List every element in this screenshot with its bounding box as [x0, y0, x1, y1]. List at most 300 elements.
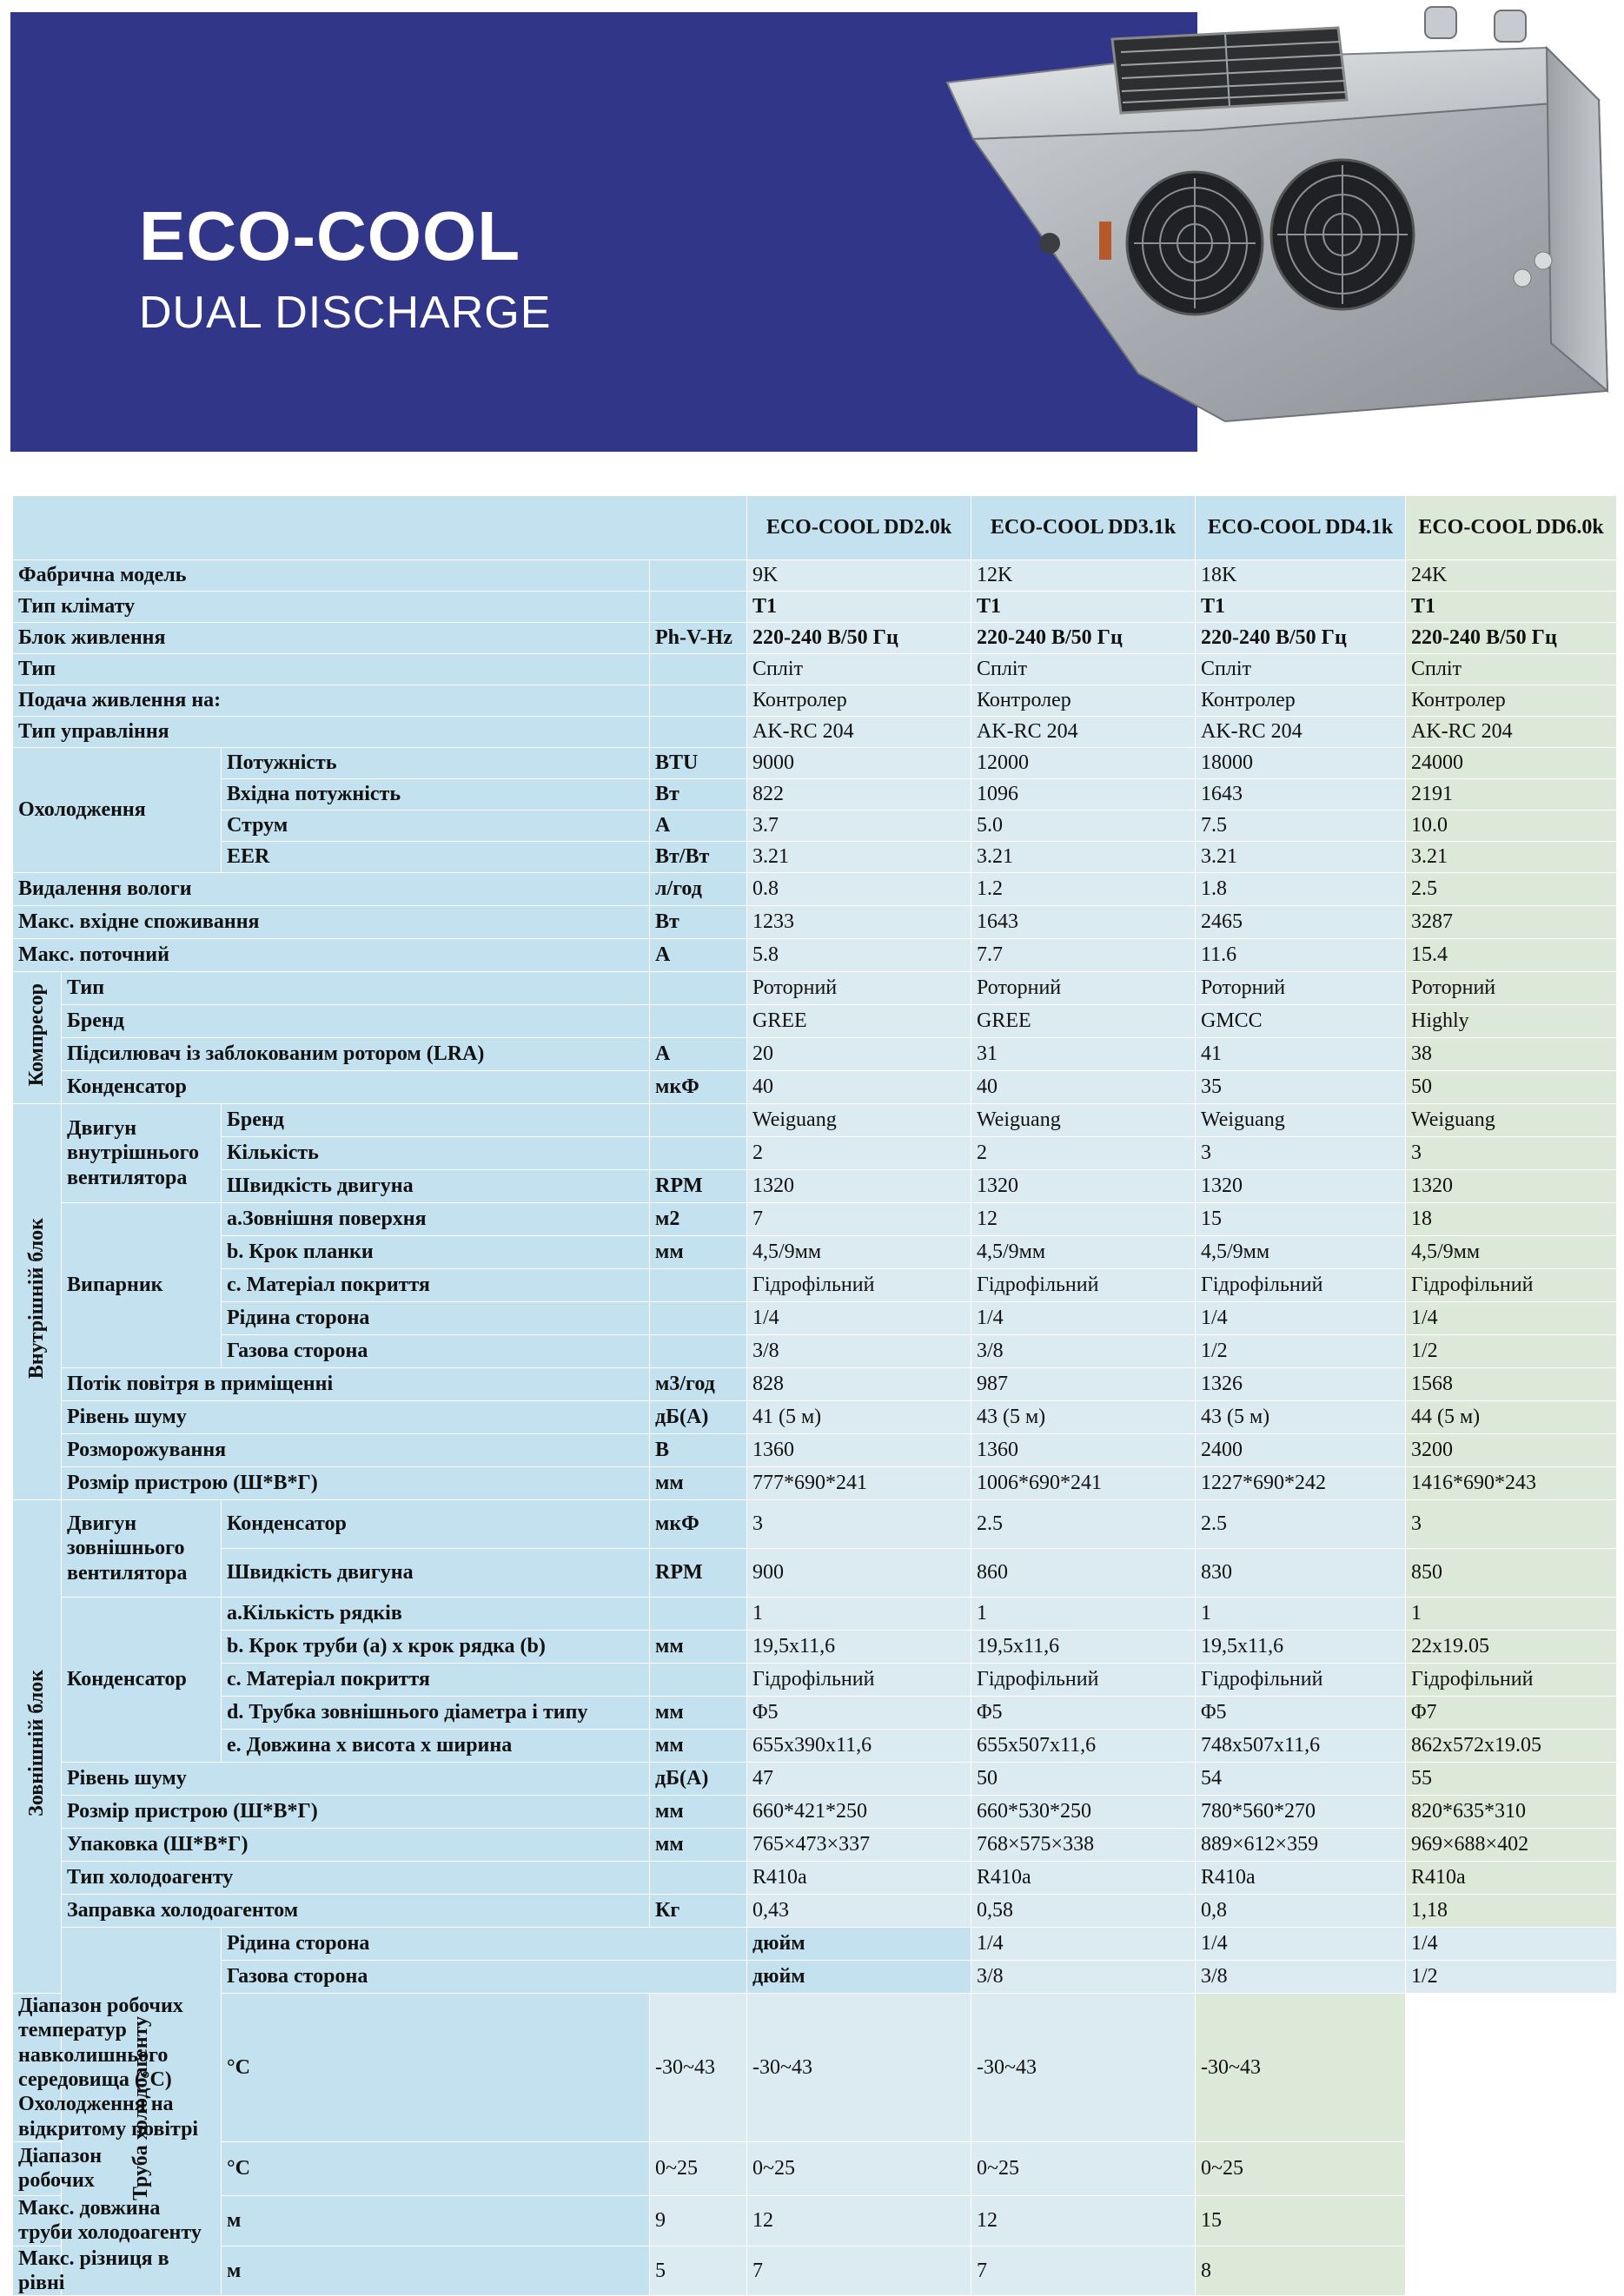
cell-value: R410a — [1406, 1862, 1617, 1895]
row-label: b. Крок труби (a) x крок рядка (b) — [222, 1631, 650, 1664]
table-row — [13, 1598, 1617, 1631]
cell-value: 3 — [747, 1500, 971, 1549]
cell-value: 2.5 — [1196, 1500, 1406, 1549]
row-unit: мм — [650, 1697, 747, 1730]
cell-value: Гідрофільний — [747, 1269, 971, 1302]
row-label: Струм — [222, 811, 650, 842]
row-unit: мм — [650, 1631, 747, 1664]
cell-value: 1320 — [1406, 1170, 1617, 1203]
cell-value: 12 — [971, 2195, 1196, 2246]
cell-value: R410a — [1196, 1862, 1406, 1895]
cell-value: Гідрофільний — [971, 1664, 1196, 1697]
row-unit — [650, 1598, 747, 1631]
row-label: Рідина сторона — [222, 1928, 747, 1961]
cell-value: AK-RC 204 — [971, 717, 1196, 748]
cell-value: 3/8 — [1196, 1961, 1406, 1994]
cell-value: 35 — [1196, 1071, 1406, 1104]
cell-value: 9 — [650, 2195, 747, 2246]
cell-value: 3 — [1406, 1500, 1617, 1549]
row-unit: мм — [650, 1236, 747, 1269]
cell-value: 4,5/9мм — [1196, 1236, 1406, 1269]
cell-value: Гідрофільний — [1406, 1269, 1617, 1302]
cell-value: 748x507x11,6 — [1196, 1730, 1406, 1763]
row-unit — [650, 560, 747, 592]
row-unit: °C — [222, 1994, 650, 2142]
row-label: Рівень шуму — [62, 1763, 650, 1796]
cell-value: -30~43 — [747, 1994, 971, 2142]
row-label: Потік повітря в приміщенні — [62, 1368, 650, 1401]
cell-value: Φ5 — [971, 1697, 1196, 1730]
row-unit: м2 — [650, 1203, 747, 1236]
cell-value: 1/2 — [1406, 1335, 1617, 1368]
cell-value: 1233 — [747, 906, 971, 939]
row-label: Розмір пристрою (Ш*В*Г) — [62, 1467, 650, 1500]
table-row — [13, 654, 1617, 685]
cell-value: 5.8 — [747, 939, 971, 972]
column-header: ECO-COOL DD3.1k — [971, 496, 1196, 560]
cell-value: 22x19.05 — [1406, 1631, 1617, 1664]
cell-value: Φ7 — [1406, 1697, 1617, 1730]
table-row — [13, 1796, 1617, 1829]
row-label: Швидкість двигуна — [222, 1549, 650, 1598]
cell-value: 1.8 — [1196, 873, 1406, 906]
cell-value: 3.21 — [1196, 842, 1406, 873]
row-unit: Вт — [650, 906, 747, 939]
cell-value: Спліт — [1196, 654, 1406, 685]
cell-value: 850 — [1406, 1549, 1617, 1598]
row-label: Потужність — [222, 748, 650, 779]
table-row — [13, 1763, 1617, 1796]
cell-value: 2.5 — [1406, 873, 1617, 906]
cell-value: 220-240 В/50 Гц — [971, 623, 1196, 654]
cell-value: 19,5x11,6 — [971, 1631, 1196, 1664]
header-spacer — [13, 496, 747, 560]
cell-value: Контролер — [971, 685, 1196, 717]
cell-value: 660*530*250 — [971, 1796, 1196, 1829]
row-unit: м3/год — [650, 1368, 747, 1401]
cell-value: 12000 — [971, 748, 1196, 779]
cell-value: 2 — [971, 1137, 1196, 1170]
cell-value: 3/8 — [747, 1335, 971, 1368]
cell-value: 9000 — [747, 748, 971, 779]
cell-value: 862x572x19.05 — [1406, 1730, 1617, 1763]
table-row — [13, 1137, 1617, 1170]
cell-value: 5 — [650, 2246, 747, 2296]
table-row — [13, 2141, 1617, 2195]
row-label: Упаковка (Ш*В*Г) — [62, 1829, 650, 1862]
table-row — [13, 873, 1617, 906]
cell-value: 0.8 — [747, 873, 971, 906]
cell-value: 1320 — [971, 1170, 1196, 1203]
row-label: Фабрична модель — [13, 560, 650, 592]
spec-table — [12, 495, 1617, 2296]
cooling-label: Охолодження — [13, 748, 222, 873]
table-row — [13, 1071, 1617, 1104]
table-row — [13, 1961, 1617, 1994]
row-label: Конденсатор — [62, 1071, 650, 1104]
row-label: a.Зовнішня поверхня — [222, 1203, 650, 1236]
cell-value: Роторний — [1196, 972, 1406, 1005]
cell-value: 8 — [1196, 2246, 1406, 2296]
cell-value: AK-RC 204 — [747, 717, 971, 748]
cell-value: 18K — [1196, 560, 1406, 592]
row-unit: Вт/Вт — [650, 842, 747, 873]
cell-value: 3 — [1406, 1137, 1617, 1170]
cell-value: 7 — [971, 2246, 1196, 2296]
cell-value: 15.4 — [1406, 939, 1617, 972]
cell-value: 1320 — [747, 1170, 971, 1203]
cell-value: 3287 — [1406, 906, 1617, 939]
cell-value: 1568 — [1406, 1368, 1617, 1401]
table-row — [13, 1664, 1617, 1697]
cell-value: -30~43 — [650, 1994, 747, 2142]
table-row — [13, 1467, 1617, 1500]
row-unit: A — [650, 939, 747, 972]
row-label: e. Довжина x висота x ширина — [222, 1730, 650, 1763]
cell-value: 15 — [1196, 2195, 1406, 2246]
row-unit: мм — [650, 1730, 747, 1763]
row-label: Бренд — [222, 1104, 650, 1137]
row-unit — [650, 592, 747, 623]
cell-value: 1096 — [971, 779, 1196, 811]
cell-value: 1/4 — [971, 1302, 1196, 1335]
cell-value: 55 — [1406, 1763, 1617, 1796]
table-row — [13, 1895, 1617, 1928]
cell-value: 655x390x11,6 — [747, 1730, 971, 1763]
row-label: Конденсатор — [222, 1500, 650, 1549]
table-row — [13, 972, 1617, 1005]
cell-value: 12K — [971, 560, 1196, 592]
cell-value: 4,5/9мм — [971, 1236, 1196, 1269]
row-unit — [650, 1862, 747, 1895]
row-label: Тип клімату — [13, 592, 650, 623]
row-label: Видалення вологи — [13, 873, 650, 906]
cell-value: 38 — [1406, 1038, 1617, 1071]
cell-value: 7 — [747, 1203, 971, 1236]
row-label: d. Трубка зовнішнього діаметра і типу — [222, 1697, 650, 1730]
cell-value: 11.6 — [1196, 939, 1406, 972]
row-label: Макс. довжина труби холодоагенту — [13, 2195, 222, 2246]
cell-value: 3 — [1196, 1137, 1406, 1170]
row-label: Макс. поточний — [13, 939, 650, 972]
table-row — [13, 1730, 1617, 1763]
row-unit — [650, 1335, 747, 1368]
cell-value: -30~43 — [971, 1994, 1196, 2142]
row-label: Тип — [13, 654, 650, 685]
row-label: Швидкість двигуна — [222, 1170, 650, 1203]
row-unit: дБ(А) — [650, 1763, 747, 1796]
cell-value: 220-240 В/50 Гц — [1406, 623, 1617, 654]
row-unit — [650, 1137, 747, 1170]
cell-value: 41 — [1196, 1038, 1406, 1071]
cell-value: 860 — [971, 1549, 1196, 1598]
row-unit: °C — [222, 2141, 650, 2195]
cell-value: 765×473×337 — [747, 1829, 971, 1862]
table-row — [13, 2195, 1617, 2246]
cell-value: Контролер — [747, 685, 971, 717]
indoor-fan-label: Двигун внутрішнього вентилятора — [62, 1104, 222, 1203]
group-label-compressor: Компресор — [13, 972, 62, 1104]
row-label: a.Кількість рядків — [222, 1598, 650, 1631]
row-unit: Кг — [650, 1895, 747, 1928]
row-unit: BTU — [650, 748, 747, 779]
cell-value: 1,18 — [1406, 1895, 1617, 1928]
cell-value: Гідрофільний — [1196, 1664, 1406, 1697]
cell-value: 1643 — [971, 906, 1196, 939]
row-unit — [650, 685, 747, 717]
cell-value: Спліт — [1406, 654, 1617, 685]
row-unit: RPM — [650, 1549, 747, 1598]
cell-value: R410a — [971, 1862, 1196, 1895]
cell-value: 43 (5 м) — [1196, 1401, 1406, 1434]
group-label-outdoor: Зовнішній блок — [13, 1500, 62, 1994]
row-label: Тип управління — [13, 717, 650, 748]
hero-title: ECO-COOL — [139, 197, 521, 275]
cell-value: R410a — [747, 1862, 971, 1895]
cell-value: 1/2 — [1196, 1335, 1406, 1368]
cell-value: 9K — [747, 560, 971, 592]
row-unit — [650, 1664, 747, 1697]
cell-value: 3/8 — [971, 1961, 1196, 1994]
cell-value: 54 — [1196, 1763, 1406, 1796]
cell-value: 660*421*250 — [747, 1796, 971, 1829]
cell-value: 15 — [1196, 1203, 1406, 1236]
row-unit: мм — [650, 1467, 747, 1500]
cell-value: 777*690*241 — [747, 1467, 971, 1500]
cell-value: 3.21 — [1406, 842, 1617, 873]
cell-value: 2191 — [1406, 779, 1617, 811]
row-unit — [650, 1269, 747, 1302]
cell-value: Φ5 — [747, 1697, 971, 1730]
cell-value: T1 — [971, 592, 1196, 623]
group-label-indoor: Внутрішній блок — [13, 1104, 62, 1500]
row-label: c. Матеріал покриття — [222, 1269, 650, 1302]
cell-value: 4,5/9мм — [1406, 1236, 1617, 1269]
table-row — [13, 1335, 1617, 1368]
row-unit: мм — [650, 1829, 747, 1862]
cell-value: 220-240 В/50 Гц — [1196, 623, 1406, 654]
cell-value: 18000 — [1196, 748, 1406, 779]
condenser-label: Конденсатор — [62, 1598, 222, 1763]
cell-value: 40 — [971, 1071, 1196, 1104]
row-label: Подача живлення на: — [13, 685, 650, 717]
row-unit: дюйм — [747, 1928, 971, 1961]
cell-value: Спліт — [747, 654, 971, 685]
cell-value: 768×575×338 — [971, 1829, 1196, 1862]
cell-value: 889×612×359 — [1196, 1829, 1406, 1862]
column-header: ECO-COOL DD6.0k — [1406, 496, 1617, 560]
cell-value: Гідрофільний — [1406, 1664, 1617, 1697]
cell-value: Спліт — [971, 654, 1196, 685]
cell-value: T1 — [1196, 592, 1406, 623]
row-unit: Ph-V-Hz — [650, 623, 747, 654]
cell-value: 1360 — [971, 1434, 1196, 1467]
table-row — [13, 1269, 1617, 1302]
row-unit — [650, 1104, 747, 1137]
cell-value: 0~25 — [747, 2141, 971, 2195]
column-header: ECO-COOL DD2.0k — [747, 496, 971, 560]
table-row — [13, 717, 1617, 748]
cell-value: 24000 — [1406, 748, 1617, 779]
cell-value: Weiguang — [747, 1104, 971, 1137]
table-row — [13, 1928, 1617, 1961]
cell-value: 19,5x11,6 — [747, 1631, 971, 1664]
row-unit: В — [650, 1434, 747, 1467]
cell-value: 18 — [1406, 1203, 1617, 1236]
row-unit: мкФ — [650, 1071, 747, 1104]
row-unit: мкФ — [650, 1500, 747, 1549]
evaporator-label: Випарник — [62, 1203, 222, 1368]
row-label: Газова сторона — [222, 1961, 747, 1994]
row-unit — [650, 972, 747, 1005]
table-row — [13, 1631, 1617, 1664]
table-row — [13, 1368, 1617, 1401]
cell-value: 2.5 — [971, 1500, 1196, 1549]
table-row — [13, 1829, 1617, 1862]
cell-value: T1 — [747, 592, 971, 623]
row-label: Вхідна потужність — [222, 779, 650, 811]
table-row — [13, 2246, 1617, 2296]
cell-value: 3.7 — [747, 811, 971, 842]
row-unit: дюйм — [747, 1961, 971, 1994]
table-row — [13, 1038, 1617, 1071]
row-label: Розморожування — [62, 1434, 650, 1467]
cell-value: 10.0 — [1406, 811, 1617, 842]
cell-value: 24K — [1406, 560, 1617, 592]
cell-value: 1/4 — [1196, 1302, 1406, 1335]
row-unit — [650, 1005, 747, 1038]
cell-value: 1/4 — [747, 1302, 971, 1335]
table-row — [13, 842, 1617, 873]
row-label: Заправка холодоагентом — [62, 1895, 650, 1928]
row-label: EER — [222, 842, 650, 873]
cell-value: 3.21 — [747, 842, 971, 873]
cell-value: 1 — [971, 1598, 1196, 1631]
row-label: Кількість — [222, 1137, 650, 1170]
hero-subtitle: DUAL DISCHARGE — [139, 288, 552, 338]
row-unit: л/год — [650, 873, 747, 906]
cell-value: 1006*690*241 — [971, 1467, 1196, 1500]
table-row — [13, 779, 1617, 811]
cell-value: 40 — [747, 1071, 971, 1104]
cell-value: 1/4 — [1196, 1928, 1406, 1961]
cell-value: 1/2 — [1406, 1961, 1617, 1994]
table-row — [13, 1697, 1617, 1730]
row-label: Тип — [62, 972, 650, 1005]
cell-value: 828 — [747, 1368, 971, 1401]
cell-value: Роторний — [1406, 972, 1617, 1005]
row-unit — [650, 1302, 747, 1335]
cell-value: 0~25 — [1196, 2141, 1406, 2195]
cell-value: GMCC — [1196, 1005, 1406, 1038]
cell-value: AK-RC 204 — [1406, 717, 1617, 748]
cell-value: 7.7 — [971, 939, 1196, 972]
row-label: Рідина сторона — [222, 1302, 650, 1335]
cell-value: 1/4 — [1406, 1928, 1617, 1961]
cell-value: 2465 — [1196, 906, 1406, 939]
cell-value: T1 — [1406, 592, 1617, 623]
cell-value: 1 — [1406, 1598, 1617, 1631]
cell-value: 820*635*310 — [1406, 1796, 1617, 1829]
cell-value: 987 — [971, 1368, 1196, 1401]
cell-value: 7 — [747, 2246, 971, 2296]
cell-value: 1 — [1196, 1598, 1406, 1631]
table-row — [13, 1994, 1617, 2142]
row-unit: м — [222, 2246, 650, 2296]
table-row — [13, 1203, 1617, 1236]
outdoor-fan-label: Двигун зовнішнього вентилятора — [62, 1500, 222, 1598]
cell-value: 1.2 — [971, 873, 1196, 906]
cell-value: AK-RC 204 — [1196, 717, 1406, 748]
column-header: ECO-COOL DD4.1k — [1196, 496, 1406, 560]
table-row — [13, 939, 1617, 972]
row-label: Рівень шуму — [62, 1401, 650, 1434]
cell-value: 900 — [747, 1549, 971, 1598]
cell-value: 43 (5 м) — [971, 1401, 1196, 1434]
cell-value: GREE — [747, 1005, 971, 1038]
table-row — [13, 906, 1617, 939]
cell-value: 0,43 — [747, 1895, 971, 1928]
row-label: Тип холодоагенту — [62, 1862, 650, 1895]
cell-value: 830 — [1196, 1549, 1406, 1598]
table-row — [13, 1401, 1617, 1434]
cell-value: 780*560*270 — [1196, 1796, 1406, 1829]
cell-value: 1416*690*243 — [1406, 1467, 1617, 1500]
cell-value: 3.21 — [971, 842, 1196, 873]
cell-value: Highly — [1406, 1005, 1617, 1038]
cell-value: Роторний — [747, 972, 971, 1005]
table-row — [13, 1549, 1617, 1598]
table-row — [13, 623, 1617, 654]
row-label: b. Крок планки — [222, 1236, 650, 1269]
cell-value: Контролер — [1196, 685, 1406, 717]
cell-value: 1320 — [1196, 1170, 1406, 1203]
cell-value: -30~43 — [1196, 1994, 1406, 2142]
cell-value: 50 — [1406, 1071, 1617, 1104]
cell-value: Роторний — [971, 972, 1196, 1005]
cell-value: 31 — [971, 1038, 1196, 1071]
cell-value: Weiguang — [971, 1104, 1196, 1137]
row-label: Розмір пристрою (Ш*В*Г) — [62, 1796, 650, 1829]
cell-value: 3200 — [1406, 1434, 1617, 1467]
table-row — [13, 1500, 1617, 1549]
cell-value: 12 — [747, 2195, 971, 2246]
cell-value: 0,8 — [1196, 1895, 1406, 1928]
table-row — [13, 1005, 1617, 1038]
cell-value: Гідрофільний — [747, 1664, 971, 1697]
cell-value: 822 — [747, 779, 971, 811]
row-unit: RPM — [650, 1170, 747, 1203]
table-row — [13, 685, 1617, 717]
cell-value: Φ5 — [1196, 1697, 1406, 1730]
row-label: Підсилювач із заблокованим ротором (LRA) — [62, 1038, 650, 1071]
cell-value: 1360 — [747, 1434, 971, 1467]
row-label: Макс. різниця в рівні — [13, 2246, 222, 2296]
cell-value: 4,5/9мм — [747, 1236, 971, 1269]
row-unit — [650, 654, 747, 685]
table-row — [13, 748, 1617, 779]
row-label: Газова сторона — [222, 1335, 650, 1368]
row-label: Макс. вхідне споживання — [13, 906, 650, 939]
cell-value: 7.5 — [1196, 811, 1406, 842]
cell-value: 1 — [747, 1598, 971, 1631]
cell-value: Гідрофільний — [971, 1269, 1196, 1302]
row-unit: дБ(А) — [650, 1401, 747, 1434]
row-unit: A — [650, 811, 747, 842]
cell-value: 0,58 — [971, 1895, 1196, 1928]
cell-value: 3/8 — [971, 1335, 1196, 1368]
table-row — [13, 592, 1617, 623]
